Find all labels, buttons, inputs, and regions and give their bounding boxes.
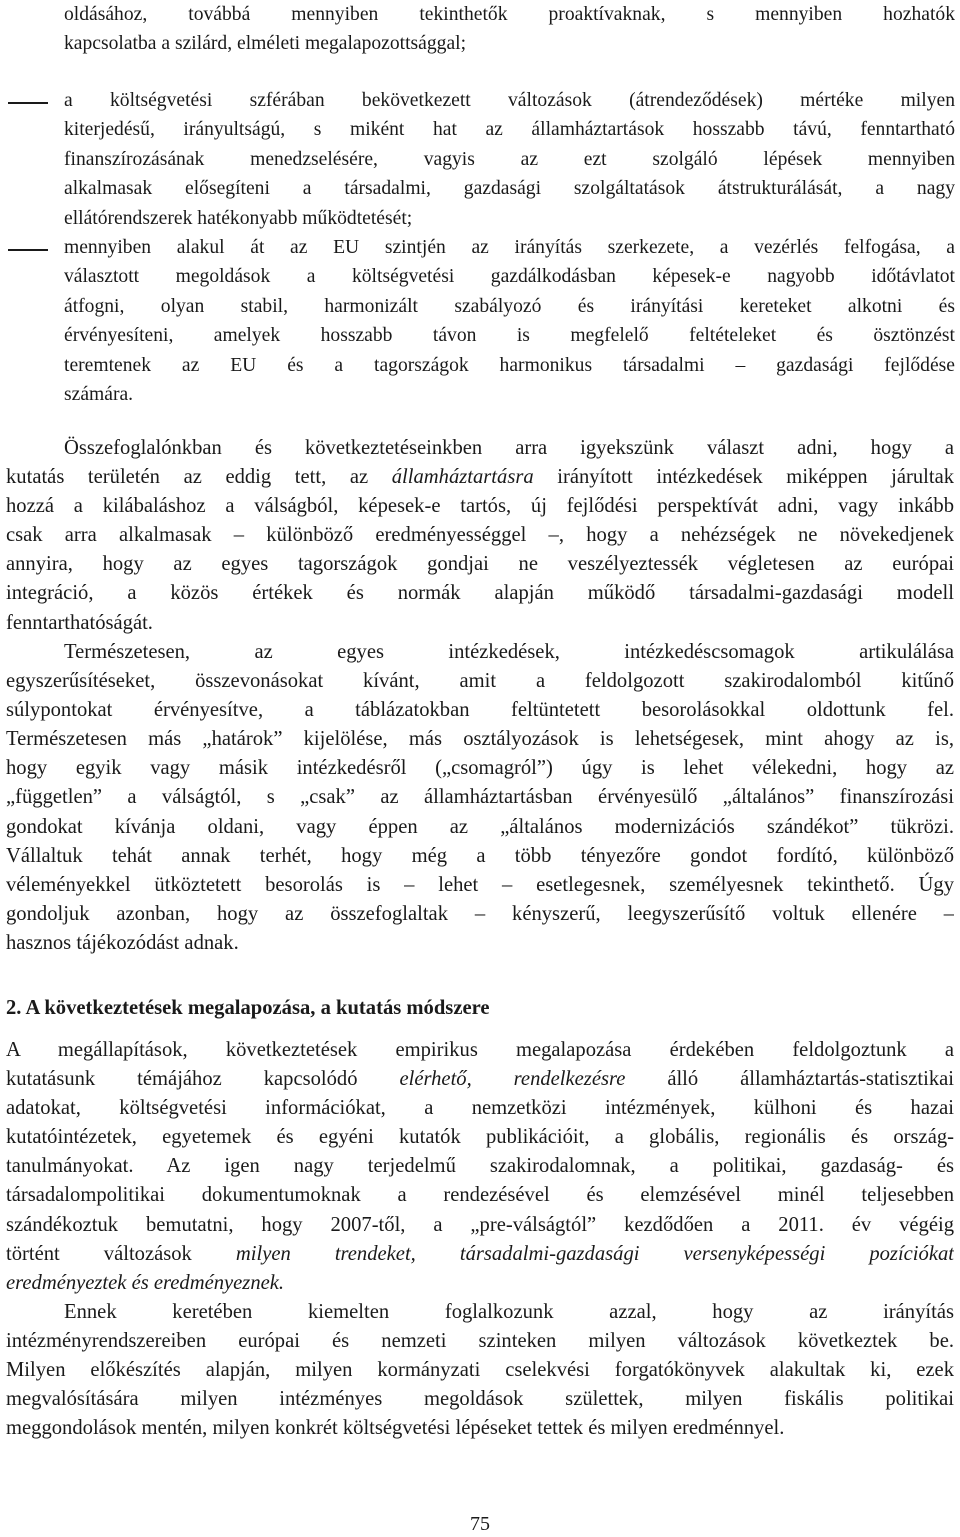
emphasis-text: államháztartásra xyxy=(391,466,534,489)
text-line: Vállaltuk tehát annak terhét, hogy még a több tényezőre gondot fordító, különböző xyxy=(6,844,954,867)
text-line: Ennek keretében kiemelten foglalkozunk azzal, hogy az irányítás xyxy=(64,1301,954,1323)
text-line: adatokat, költségvetési információkat, a nemzetközi intézmények, külhoni és hazai xyxy=(6,1097,954,1120)
text-line: gondoljuk azonban, hogy az összefoglaltak – kényszerű, leegyszerűsítő voltuk ellenére – xyxy=(6,902,954,925)
methods-paragraph xyxy=(0,1036,960,1298)
section-heading: 2. A következtetések megalapozása, a kutatás módszere xyxy=(6,997,490,1019)
dash-bullet-icon xyxy=(8,102,48,104)
emphasis-text: elérhető, rendelkezésre xyxy=(399,1068,626,1091)
text-line: „független” a válságtól, s „csak” az államháztartásban érvényesülő „általános” finanszírozási xyxy=(6,786,954,809)
text-line: meggondolások mentén, milyen konkrét költségvetési lépéseket tettek és milyen eredménnyel. xyxy=(6,1417,785,1440)
text-line: fenntarthatóságát. xyxy=(6,611,153,634)
text-line: mennyiben alakul át az EU szintjén az irányítás szerkezete, a vezérlés felfogása, a xyxy=(64,237,955,258)
text-line: kiterjedésű, irányultságú, s miként hat az államháztartások hosszabb távú, fenntartható xyxy=(64,119,955,141)
text-line: integráció, a közös értékek és normák alapján működő társadalmi-gazdasági modell xyxy=(6,582,954,605)
text-line: csak arra alkalmasak – különböző eredményességgel –, hogy a nehézségek ne növekedjenek xyxy=(6,524,954,547)
text-line: intézményrendszereiben európai és nemzeti szinteken milyen változások következtek be. xyxy=(6,1330,954,1353)
text-line: számára. xyxy=(64,384,134,406)
text-line: hasznos tájékozódást adnak. xyxy=(6,931,239,954)
text-line: szándékoztuk bemutatni, hogy 2007-től, a „pre-válságtól” kezdődően a 2011. év végéig xyxy=(6,1213,954,1236)
text-line: tanulmányokat. Az igen nagy terjedelmű szakirodalomnak, a politikai, gazdaság- és xyxy=(6,1155,954,1178)
text-line: véleményekkel ütköztetett besorolás is – lehet – esetlegesnek, személyesnek tekinthető. Úgy xyxy=(6,873,954,896)
emphasis-text: milyen trendeket, társadalmi-gazdasági versenyképességi pozíciókat xyxy=(235,1242,954,1265)
text-line: a költségvetési szférában bekövetkezett változások (átrendeződések) mértéke milyen xyxy=(64,90,955,111)
text-line: annyira, hogy az egyes tagországok gondjai ne veszélyeztessék végletesen az európai xyxy=(6,553,954,576)
text-line: finanszírozásának menedzselésére, vagyis az ezt szolgáló lépések mennyiben xyxy=(64,148,955,170)
text-line: ellátórendszerek hatékonyabb működtetését; xyxy=(64,207,413,229)
text-line: súlypontokat érvényesítve, a táblázatokban feltüntetett besorolásokkal oldottunk fel. xyxy=(6,699,954,722)
text-line: kutatóintézetek, egyetemek és egyéni kutatók publikációit, a globális, regionális és ország- xyxy=(6,1126,954,1149)
list-item xyxy=(0,86,960,233)
text-line: megvalósítására milyen intézményes megoldások születtek, milyen fiskális politikai xyxy=(6,1388,954,1411)
text-line: történt változások milyen trendeket, társadalmi-gazdasági versenyképességi pozíciókat xyxy=(6,1242,954,1265)
text-line: egyszerűsítéseket, összevonásokat kívánt, amit a feldolgozott szakirodalomból kitűnő xyxy=(6,670,954,693)
framework-paragraph xyxy=(0,1298,960,1443)
text-line: hozzá a kilábaláshoz a válságból, képesek-e tartós, új fejlődési perspektívát adni, vagy inkább xyxy=(6,495,954,518)
text-line: érvényesíteni, amelyek hosszabb távon is megfelelő feltételeket és ösztönzést xyxy=(64,325,955,347)
text-line: kutatás területén az eddig tett, az államháztartásra irányított intézkedések miképpen járultak xyxy=(6,466,954,489)
list-item xyxy=(0,233,960,409)
text-line xyxy=(0,1269,954,1298)
classification-paragraph xyxy=(0,638,960,958)
text-line: hogy egyik vagy másik intézkedésről („csomagról”) úgy is lehet vélekedni, hogy az xyxy=(6,757,954,780)
text-line: alkalmasak elősegíteni a társadalmi, gazdasági szolgáltatások átstrukturálását, a nagy xyxy=(64,178,955,200)
dash-bullet-icon xyxy=(8,249,48,251)
summary-paragraph xyxy=(0,434,960,638)
text-line: oldásához, továbbá mennyiben tekinthetők proaktívaknak, s mennyiben hozhatók xyxy=(64,4,955,25)
text-line: Milyen előkészítés alapján, milyen kormányzati cselekvési forgatókönyvek alakultak ki, ezek xyxy=(6,1359,954,1382)
text-line: társadalompolitikai dokumentumoknak a rendezésével és elemzésével minél teljesebben xyxy=(6,1184,954,1207)
emphasis-text: eredményeztek és eredményeznek. xyxy=(6,1271,285,1294)
text-line: Természetesen, az egyes intézkedések, intézkedéscsomagok artikulálása xyxy=(64,641,954,663)
text-line: gondokat kívánja oldani, vagy éppen az „általános modernizációs szándékot” tükrözi. xyxy=(6,815,954,838)
text-line: Természetesen más „határok” kijelölése, más osztályozások is lehetségesek, mint ahogy az is, xyxy=(6,728,954,751)
page-number: 75 xyxy=(470,1513,490,1535)
text-line: teremtenek az EU és a tagországok harmonikus társadalmi – gazdasági fejlődése xyxy=(64,354,955,376)
intro-continuation xyxy=(0,0,960,59)
text-line: kapcsolatba a szilárd, elméleti megalapozottsággal; xyxy=(64,33,467,55)
text-line: Összefoglalónkban és következtetéseinkben arra igyekszünk választ adni, hogy a xyxy=(64,437,954,459)
text-line: A megállapítások, következtetések empirikus megalapozása érdekében feldolgoztunk a xyxy=(6,1039,954,1061)
text-line: kutatásunk témájához kapcsolódó elérhető, rendelkezésre álló államháztartás-statisztikai xyxy=(6,1068,954,1091)
text-line: átfogni, olyan stabil, harmonizált szabályozó és irányítási kereteket alkotni és xyxy=(64,295,955,317)
text-line: választott megoldások a költségvetési gazdálkodásban képesek-e nagyobb időtávlatot xyxy=(64,266,955,288)
